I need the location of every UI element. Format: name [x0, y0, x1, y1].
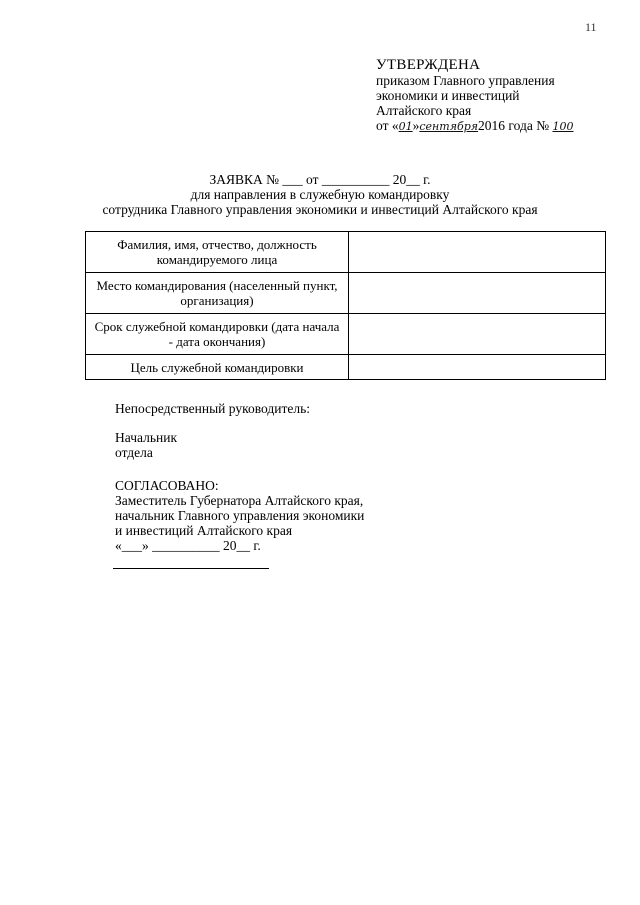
- supervisor-role-line: отдела: [115, 445, 153, 460]
- approval-line: Алтайского края: [376, 103, 472, 118]
- request-subtitle: для направления в служебную командировку: [190, 187, 450, 202]
- row-value: [349, 314, 606, 355]
- row-label: Фамилия, имя, отчество, должность командируемого лица: [86, 232, 349, 273]
- page-number: 11: [585, 20, 597, 34]
- handwritten-day: 01: [398, 120, 413, 133]
- agreed-line: начальник Главного управления экономики: [115, 508, 365, 523]
- row-label: Цель служебной командировки: [86, 355, 349, 380]
- request-title: ЗАЯВКА № ___ от __________ 20__ г.: [209, 172, 431, 187]
- approval-line: экономики и инвестиций: [376, 88, 520, 103]
- row-value: [349, 355, 606, 380]
- row-value: [349, 232, 606, 273]
- agreed-date: «___» __________ 20__ г.: [115, 538, 261, 553]
- agreed-line: и инвестиций Алтайского края: [115, 523, 293, 538]
- handwritten-order-number: 100: [552, 120, 574, 133]
- signature-line: [113, 568, 269, 569]
- request-subtitle: сотрудника Главного управления экономики и инвестиций Алтайского края: [102, 202, 538, 217]
- agreed-line: Заместитель Губернатора Алтайского края,: [115, 493, 364, 508]
- table-row: [86, 314, 606, 355]
- approval-stamp: [376, 58, 573, 134]
- approval-line: приказом Главного управления: [376, 73, 555, 88]
- row-label: Срок служебной командировки (дата начала - дата окончания): [86, 314, 349, 355]
- date-mid: »: [412, 118, 420, 133]
- date-prefix: от «: [376, 118, 399, 133]
- supervisor-role: [115, 430, 177, 460]
- handwritten-month: сентября: [419, 120, 479, 133]
- approval-date-line: [376, 118, 573, 134]
- table-row: [86, 232, 606, 273]
- table-row: [86, 355, 606, 380]
- table-row: [86, 273, 606, 314]
- row-value: [349, 273, 606, 314]
- row-label: Место командирования (населенный пункт, организация): [86, 273, 349, 314]
- supervisor-heading: Непосредственный руководитель:: [115, 401, 310, 416]
- trip-details-table: [85, 231, 606, 380]
- request-header: [0, 172, 640, 217]
- agreed-heading: СОГЛАСОВАНО:: [115, 478, 219, 493]
- approval-title: УТВЕРЖДЕНА: [376, 57, 481, 73]
- agreed-block: [115, 478, 364, 553]
- date-year: 2016 года №: [478, 118, 550, 133]
- supervisor-role-line: Начальник: [115, 430, 178, 445]
